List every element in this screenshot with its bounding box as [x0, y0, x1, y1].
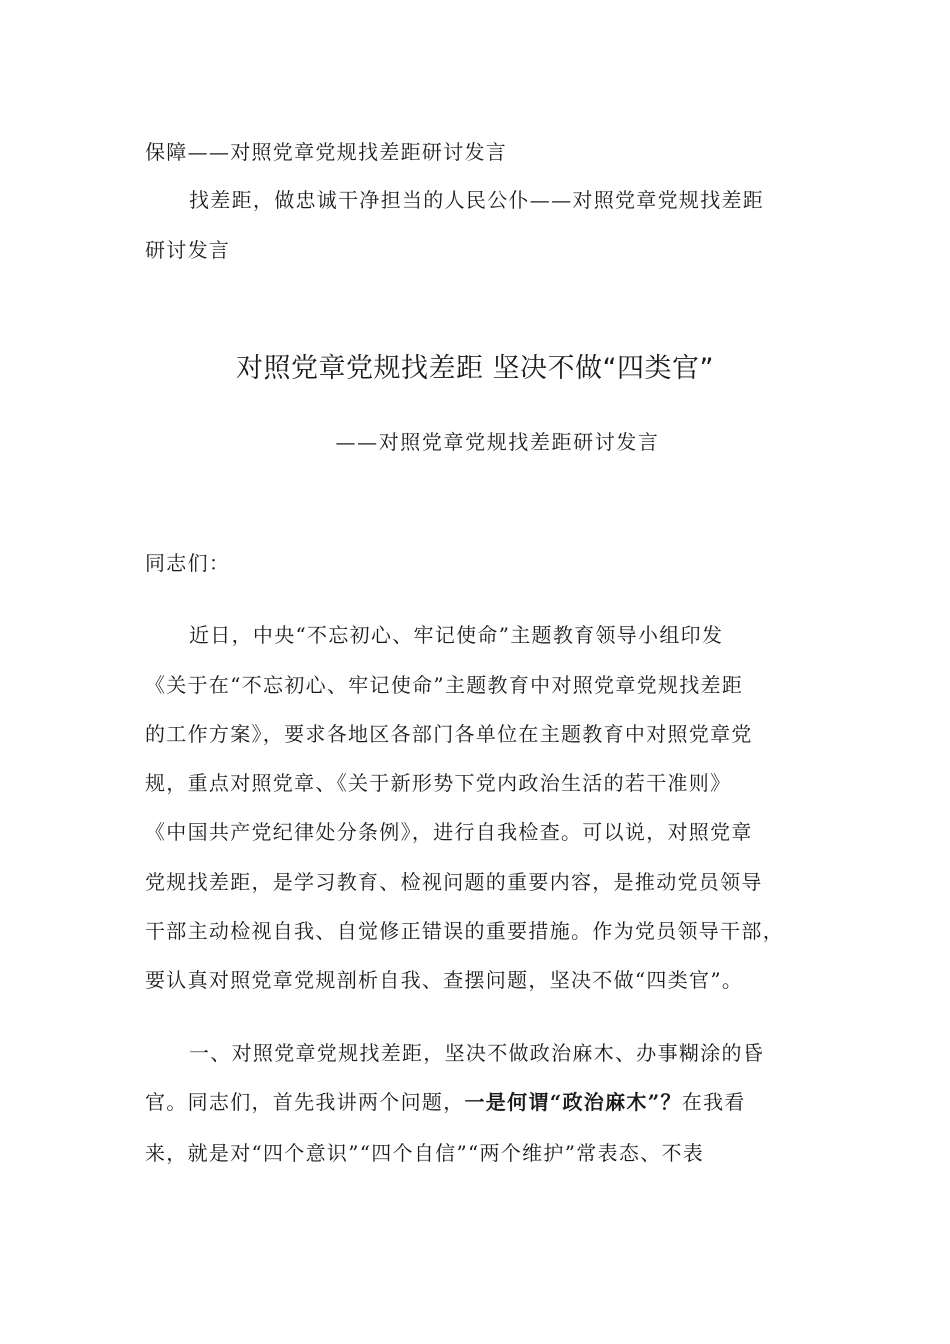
paragraph1-line: 党规找差距，是学习教育、检视问题的重要内容，是推动党员领导 [145, 870, 763, 894]
related-article-link-2[interactable]: 找差距，做忠诚干净担当的人民公仆——对照党章党规找差距 [189, 188, 765, 212]
paragraph2-text: 官。同志们，首先我讲两个问题， [145, 1090, 465, 1114]
paragraph1-line: 《关于在“不忘初心、牢记使命”主题教育中对照党章党规找差距 [145, 673, 744, 697]
related-article-link-2-cont[interactable]: 研讨发言 [145, 238, 231, 262]
paragraph1-line: 干部主动检视自我、自觉修正错误的重要措施。作为党员领导干部， [145, 919, 784, 943]
paragraph2-line: 一、对照党章党规找差距，坚决不做政治麻木、办事糊涂的昏 [189, 1041, 765, 1065]
salutation: 同志们： [145, 551, 231, 575]
paragraph1-line: 《中国共产党纪律处分条例》，进行自我检查。可以说，对照党章 [145, 820, 753, 844]
paragraph2-line: 来，就是对“四个意识”“四个自信”“两个维护”常表态、不表 [145, 1141, 705, 1165]
article-title: 对照党章党规找差距 坚决不做“四类官” [235, 353, 715, 384]
paragraph2-text: 在我看 [681, 1090, 746, 1114]
paragraph2-line [145, 1089, 746, 1115]
paragraph1-line: 规，重点对照党章、《关于新形势下党内政治生活的若干准则》 [145, 771, 732, 795]
related-article-link-1[interactable]: 保障——对照党章党规找差距研讨发言 [145, 140, 508, 164]
paragraph2-bold-question: 一是何谓“政治麻木”？ [464, 1090, 682, 1114]
paragraph1-line: 的工作方案》，要求各地区各部门各单位在主题教育中对照党章党 [145, 722, 753, 746]
paragraph1-line: 近日，中央“不忘初心、牢记使命”主题教育领导小组印发 [189, 623, 724, 647]
paragraph1-line: 要认真对照党章党规剖析自我、查摆问题，坚决不做“四类官”。 [145, 968, 744, 992]
article-subtitle: ——对照党章党规找差距研讨发言 [335, 430, 660, 454]
